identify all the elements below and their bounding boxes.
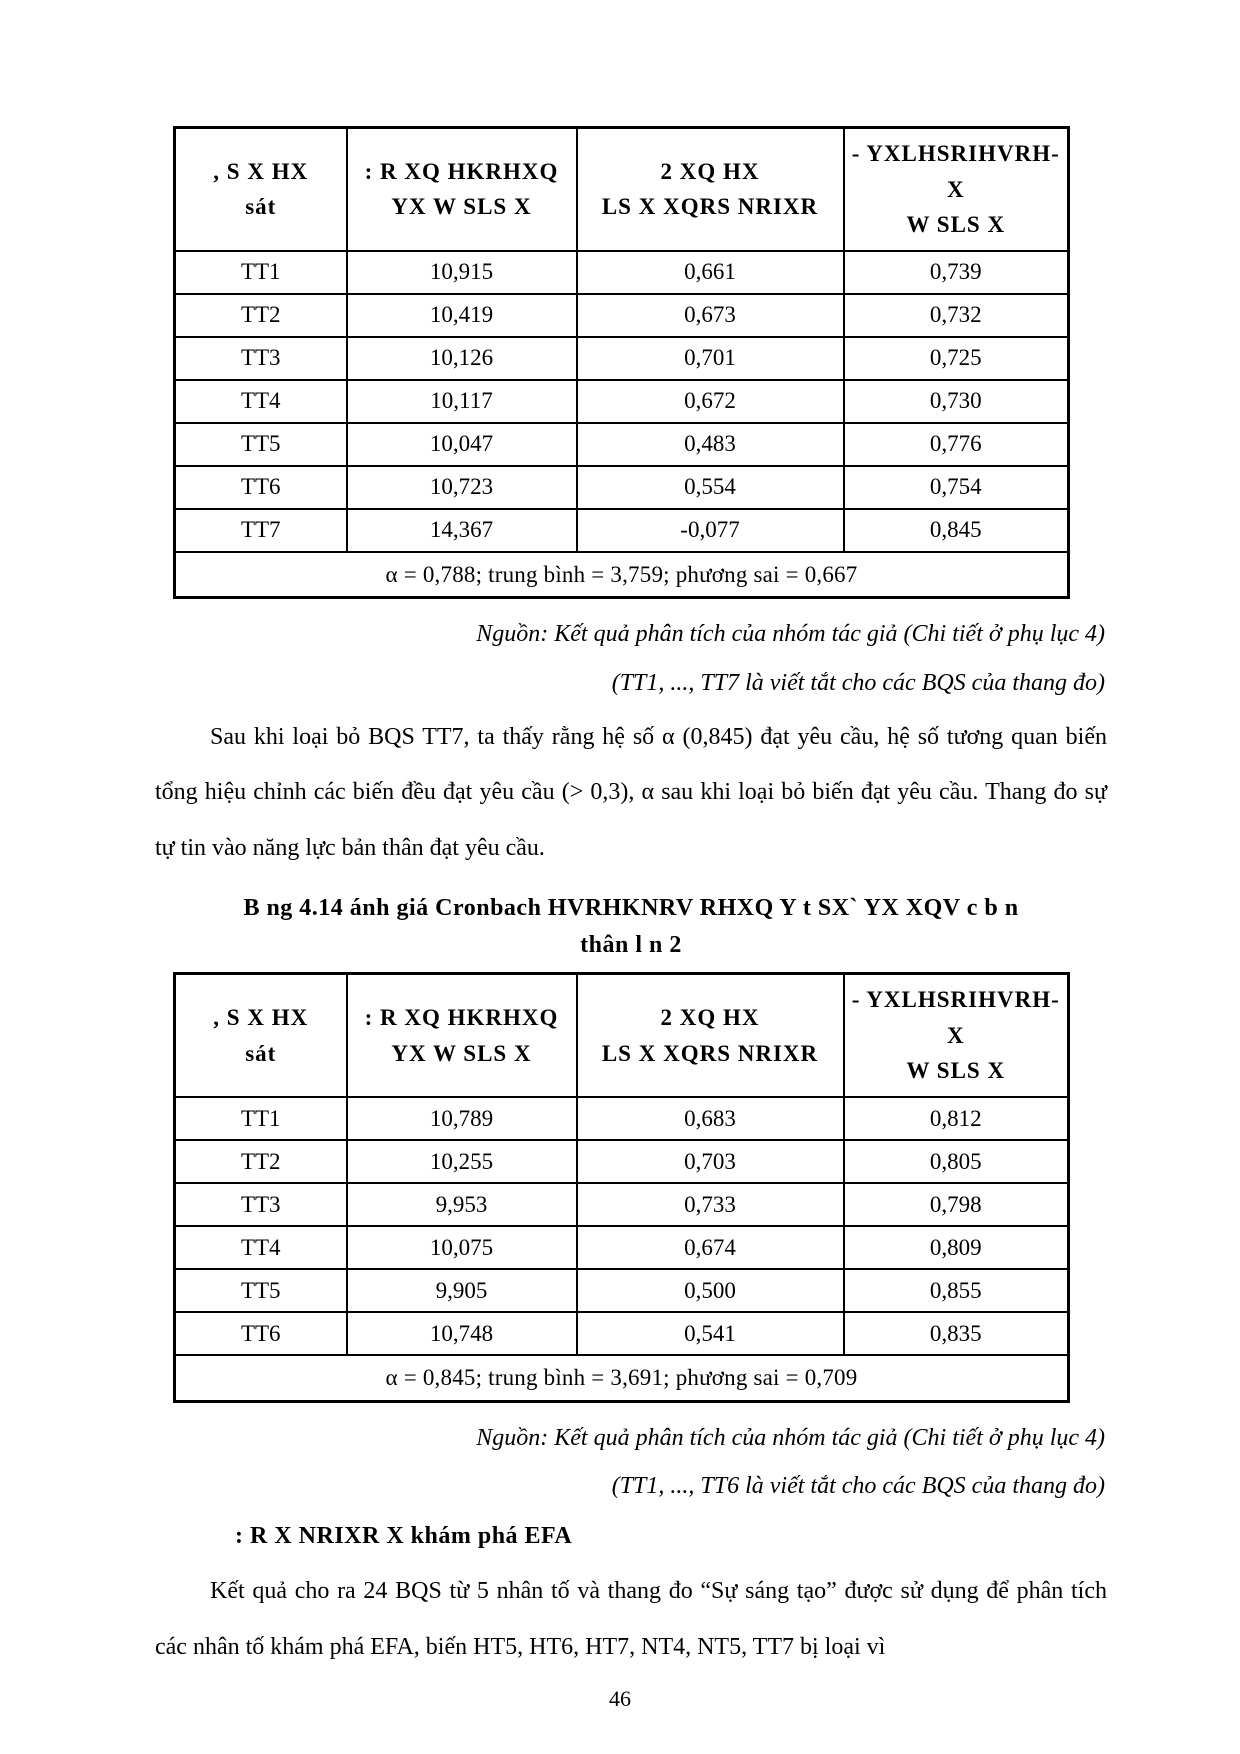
header-line2: LS X XQRS NRIXR [601, 1040, 819, 1066]
item-label: TT1 [175, 251, 347, 294]
header-line1: : R XQ HKRHXQ [364, 1004, 559, 1030]
table-row [175, 1140, 1069, 1183]
source-note: Nguồn: Kết quả phân tích của nhóm tác giả (Chi tiết ở phụ lục 4) [476, 621, 1105, 648]
header-line1: - YXLHSRIHVRH-X [851, 141, 1060, 202]
cronbach-table-1 [173, 126, 1070, 599]
value-cell: 10,117 [347, 380, 577, 423]
table-row [175, 1269, 1069, 1312]
value-cell: 0,754 [844, 466, 1069, 509]
value-cell: 10,915 [347, 251, 577, 294]
alpha-summary-row [175, 552, 1069, 598]
table2-header-row [175, 974, 1069, 1097]
item-label: TT6 [175, 466, 347, 509]
value-cell: 0,776 [844, 423, 1069, 466]
value-cell: 0,812 [844, 1097, 1069, 1140]
item-label: TT4 [175, 1226, 347, 1269]
value-cell: 0,739 [844, 251, 1069, 294]
item-label: TT1 [175, 1097, 347, 1140]
value-cell: 0,661 [577, 251, 844, 294]
table1-header-corrected-item-total [577, 128, 844, 251]
table-row [175, 509, 1069, 552]
value-cell: 0,500 [577, 1269, 844, 1312]
value-cell: 0,732 [844, 294, 1069, 337]
alpha-summary: α = 0,845; trung bình = 3,691; phương sai = 0,709 [175, 1355, 1069, 1401]
value-cell: 10,723 [347, 466, 577, 509]
value-cell: 0,809 [844, 1226, 1069, 1269]
alpha-summary-row [175, 1355, 1069, 1401]
header-line1: 2 XQ HX [660, 158, 760, 184]
table-row [175, 466, 1069, 509]
value-cell: 0,703 [577, 1140, 844, 1183]
efa-section-heading: : R X NRIXR X khám phá EFA [235, 1523, 573, 1550]
abbreviation-note: (TT1, ..., TT7 là viết tắt cho các BQS của thang đo) [611, 669, 1105, 696]
value-cell: 0,483 [577, 423, 844, 466]
table-row [175, 380, 1069, 423]
table1-header-alpha-if-deleted [844, 128, 1069, 251]
value-cell: 0,701 [577, 337, 844, 380]
table1-header-observed [175, 128, 347, 251]
alpha-summary: α = 0,788; trung bình = 3,759; phương sai = 0,667 [175, 552, 1069, 598]
value-cell: 0,541 [577, 1312, 844, 1355]
table-row [175, 423, 1069, 466]
abbreviation-note: (TT1, ..., TT6 là viết tắt cho các BQS của thang đo) [611, 1472, 1105, 1499]
header-line2: YX W SLS X [391, 1040, 532, 1066]
value-cell: 10,047 [347, 423, 577, 466]
header-line2: W SLS X [906, 212, 1006, 238]
table2-header-corrected-item-total [577, 974, 844, 1097]
header-line2: sát [245, 194, 277, 220]
value-cell: 0,673 [577, 294, 844, 337]
table2-header-scale-variance [347, 974, 577, 1097]
item-label: TT2 [175, 294, 347, 337]
header-line1: : R XQ HKRHXQ [364, 158, 559, 184]
item-label: TT7 [175, 509, 347, 552]
item-label: TT5 [175, 1269, 347, 1312]
value-cell: 0,725 [844, 337, 1069, 380]
page-number: 46 [609, 1686, 631, 1711]
header-line1: - YXLHSRIHVRH-X [851, 987, 1060, 1048]
value-cell: 0,845 [844, 509, 1069, 552]
header-line1: , S X HX [213, 158, 309, 184]
item-label: TT5 [175, 423, 347, 466]
value-cell: 10,255 [347, 1140, 577, 1183]
header-line2: W SLS X [906, 1058, 1006, 1084]
item-label: TT4 [175, 380, 347, 423]
table2-header-observed [175, 974, 347, 1097]
table2-caption-line2: thân l n 2 [580, 931, 682, 958]
value-cell: 0,805 [844, 1140, 1069, 1183]
value-cell: 0,674 [577, 1226, 844, 1269]
value-cell: 10,075 [347, 1226, 577, 1269]
value-cell: 0,730 [844, 380, 1069, 423]
item-label: TT6 [175, 1312, 347, 1355]
value-cell: -0,077 [577, 509, 844, 552]
value-cell: 0,835 [844, 1312, 1069, 1355]
header-line2: LS X XQRS NRIXR [601, 194, 819, 220]
value-cell: 10,789 [347, 1097, 577, 1140]
table-row [175, 1183, 1069, 1226]
table-row [175, 1226, 1069, 1269]
header-line2: sát [245, 1040, 277, 1066]
value-cell: 10,419 [347, 294, 577, 337]
value-cell: 0,798 [844, 1183, 1069, 1226]
item-label: TT2 [175, 1140, 347, 1183]
value-cell: 0,683 [577, 1097, 844, 1140]
table2-caption [155, 890, 1107, 964]
paragraph-efa-result: Kết quả cho ra 24 BQS từ 5 nhân tố và thang đo “Sự sáng tạo” được sử dụng để phân tích các nhân tố khám phá EFA, biến HT5, HT6, HT7, NT4, NT5, TT7 bị loại vì [155, 1578, 1107, 1660]
value-cell: 0,554 [577, 466, 844, 509]
table1-header-scale-variance [347, 128, 577, 251]
value-cell: 10,748 [347, 1312, 577, 1355]
value-cell: 14,367 [347, 509, 577, 552]
item-label: TT3 [175, 337, 347, 380]
item-label: TT3 [175, 1183, 347, 1226]
source-note: Nguồn: Kết quả phân tích của nhóm tác giả (Chi tiết ở phụ lục 4) [476, 1424, 1105, 1451]
value-cell: 9,953 [347, 1183, 577, 1226]
value-cell: 10,126 [347, 337, 577, 380]
table-row [175, 1312, 1069, 1355]
header-line1: 2 XQ HX [660, 1004, 760, 1030]
table-row [175, 1097, 1069, 1140]
table2-caption-line1: B ng 4.14 ánh giá Cronbach HVRHKNRV RHXQ Y t SX` YX XQV c b n [243, 894, 1019, 921]
header-line1: , S X HX [213, 1004, 309, 1030]
value-cell: 0,672 [577, 380, 844, 423]
header-line2: YX W SLS X [391, 194, 532, 220]
table2-header-alpha-if-deleted [844, 974, 1069, 1097]
paragraph-analysis-1: Sau khi loại bỏ BQS TT7, ta thấy rằng hệ số α (0,845) đạt yêu cầu, hệ số tương quan biến tổng hiệu chỉnh các biến đều đạt yêu cầu (> 0,3), α sau khi loại bỏ biến đạt yêu cầu. Thang đo sự tự tin vào năng lực bản thân đạt yêu cầu. [155, 724, 1107, 861]
table1-header-row [175, 128, 1069, 251]
table-row [175, 337, 1069, 380]
value-cell: 0,855 [844, 1269, 1069, 1312]
cronbach-table-2 [173, 972, 1070, 1402]
value-cell: 9,905 [347, 1269, 577, 1312]
value-cell: 0,733 [577, 1183, 844, 1226]
table-row [175, 251, 1069, 294]
table-row [175, 294, 1069, 337]
